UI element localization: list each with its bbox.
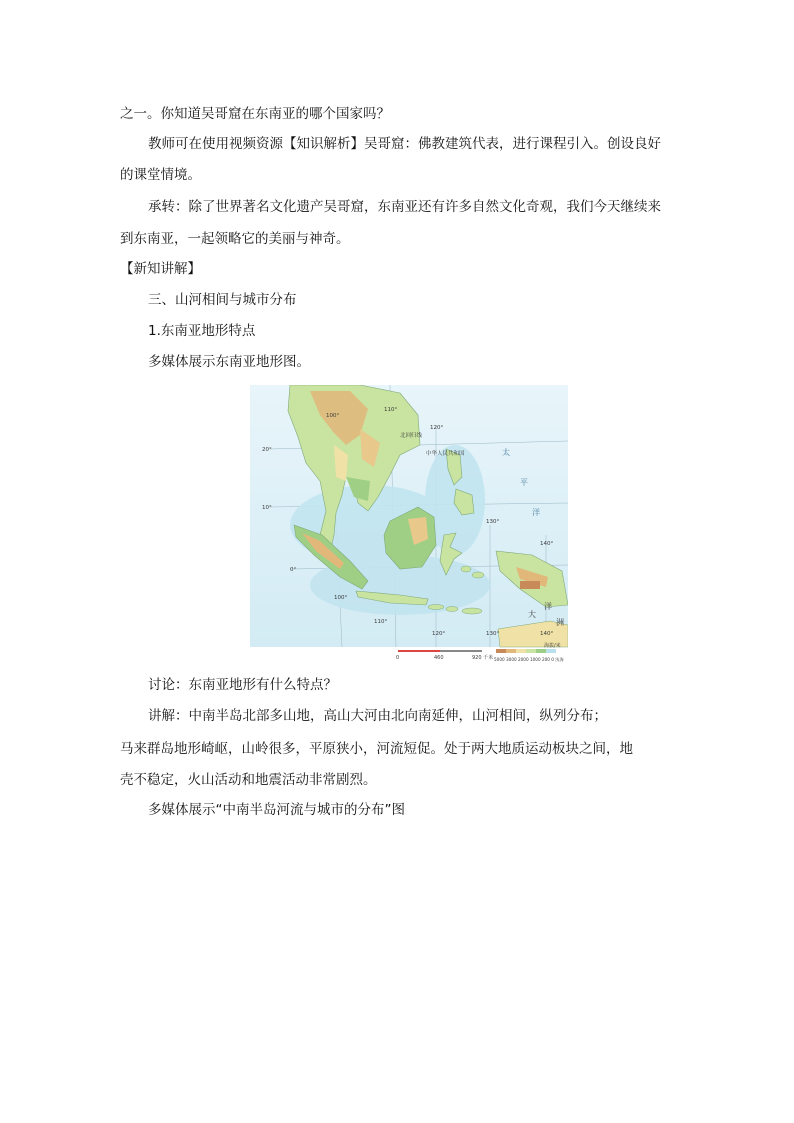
map-label-pacific-2: 平 — [520, 478, 528, 487]
legend-swatch-3000 — [506, 649, 516, 653]
legend-swatch-200 — [536, 649, 546, 653]
scale-label-0: 0 — [396, 655, 400, 661]
legend-swatch-5000 — [496, 649, 506, 653]
scale-label-460: 460 — [434, 655, 444, 661]
scale-bar-grey — [440, 650, 482, 652]
paragraph-map-intro: 多媒体展示东南亚地形图。 — [148, 354, 310, 370]
map-label-lat10: 10° — [262, 505, 272, 511]
map-label-oceania-1: 大 — [528, 610, 536, 619]
paragraph-explanation-1: 讲解：中南半岛北部多山地，高山大河由北向南延伸，山河相间，纵列分布； — [148, 708, 607, 724]
legend-values: 5000 3000 2000 1000 200 0 浅海 — [494, 657, 564, 662]
map-label-pacific-3: 洋 — [532, 508, 540, 517]
map-label-pacific-1: 太 — [502, 448, 510, 457]
paragraph-discussion: 讨论：东南亚地形有什么特点？ — [148, 677, 337, 693]
map-label-lon140-top: 140° — [540, 541, 554, 547]
legend-swatch-shallow — [546, 649, 556, 653]
legend-swatch-1000 — [526, 649, 536, 653]
map-label-lon110: 110° — [384, 407, 398, 413]
southeast-asia-terrain-map — [250, 385, 568, 665]
map-label-oceania-3: 洲 — [556, 618, 564, 627]
map-label-lat0: 0° — [290, 567, 297, 573]
section-heading: 【新知讲解】 — [120, 261, 201, 277]
map-label-lon120-bottom: 120° — [432, 631, 446, 637]
map-label-lon130-top: 130° — [486, 519, 500, 525]
map-label-lon120-top: 120° — [430, 425, 444, 431]
map-label-lon110-bottom: 110° — [374, 619, 388, 625]
legend-swatch-2000 — [516, 649, 526, 653]
map-label-lon130-bottom: 130° — [486, 631, 500, 637]
paragraph-map-intro-2: 多媒体展示“中南半岛河流与城市的分布”图 — [148, 802, 405, 818]
map-label-lon100: 100° — [326, 413, 340, 419]
paragraph-transition: 承转：除了世界著名文化遗产吴哥窟，东南亚还有许多自然文化奇观，我们今天继续来 — [148, 199, 661, 215]
scale-bar-red — [398, 650, 440, 652]
paragraph-teacher-resource: 教师可在使用视频资源【知识解析】吴哥窟：佛教建筑代表，进行课程引入。创设良好 — [148, 136, 661, 152]
legend-title: 海拔/米 — [544, 643, 561, 649]
paragraph-intro: 之一。你知道吴哥窟在东南亚的哪个国家吗？ — [120, 106, 390, 122]
subheading-terrain: 1.东南亚地形特点 — [148, 323, 256, 339]
scale-label-920: 920 千米 — [472, 655, 494, 661]
map-label-oceania-2: 洋 — [544, 602, 552, 611]
paragraph-explanation-3: 壳不稳定，火山活动和地震活动非常剧烈。 — [120, 772, 377, 788]
paragraph-transition-cont: 到东南亚，一起领略它的美丽与神奇。 — [120, 231, 350, 247]
map-label-lon100-bottom: 100° — [334, 595, 348, 601]
paragraph-explanation-2: 马来群岛地形崎岖，山岭很多，平原狭小，河流短促。处于两大地质运动板块之间，地 — [120, 741, 633, 757]
map-label-lat20: 20° — [262, 447, 272, 453]
map-highland-marker — [520, 581, 540, 589]
map-label-tropic: 北回归线 — [400, 433, 423, 439]
map-label-china: 中华人民共和国 — [426, 451, 465, 457]
map-scale-bar — [396, 650, 493, 661]
subheading-mountains-rivers: 三、山河相间与城市分布 — [148, 292, 297, 308]
paragraph-teacher-resource-cont: 的课堂情境。 — [120, 167, 201, 183]
map-label-lon140-bottom: 140° — [540, 631, 554, 637]
